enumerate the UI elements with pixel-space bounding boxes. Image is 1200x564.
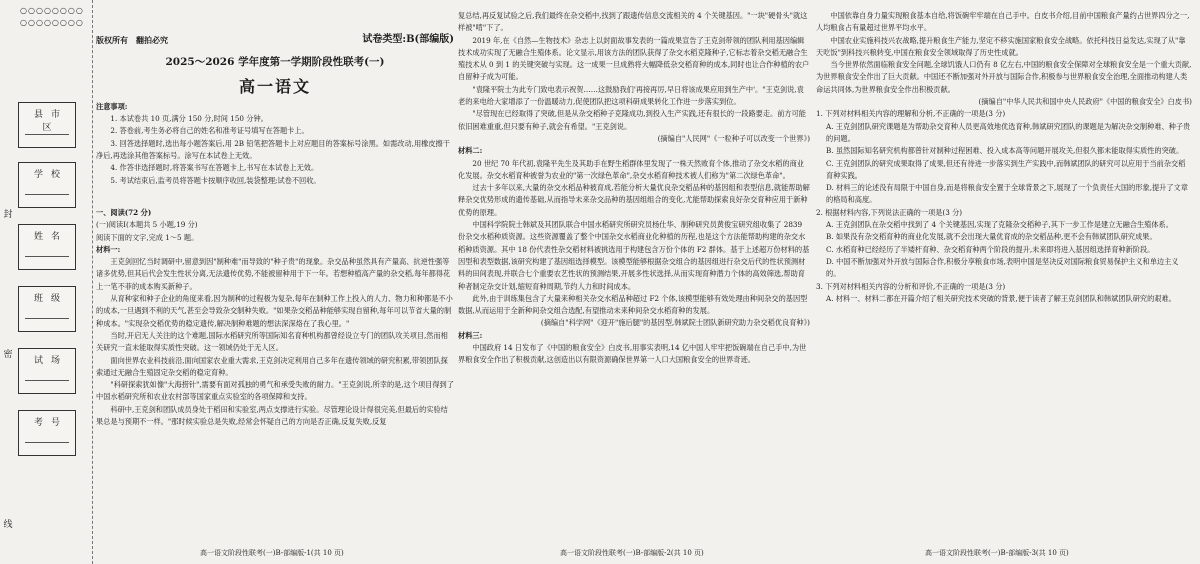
section-heading: 一、阅读(72 分) xyxy=(96,207,152,217)
field-box-name: 姓名 xyxy=(18,224,76,270)
material-label: 材料二: xyxy=(458,146,483,156)
option: B. 虽然国际知名研究机构都曾针对制种过程困难、投入成本高等问题开展攻关,但很久都未能取得实质性的突破。 xyxy=(826,146,1184,156)
seal-char: 线 xyxy=(3,520,13,530)
notice-item: 2. 答卷前,考生务必将自己的姓名和准考证号填写在答题卡上。 xyxy=(110,126,309,136)
question-1: 1. 下列对材料相关内容的理解和分析,不正确的一项是(3 分) xyxy=(816,109,1006,119)
seal-char: 密 xyxy=(3,350,13,360)
paragraph: 中国政府 14 日发布了《中国的粮食安全》白皮书,用事实表明,14 亿中国人牢牢把饭碗端在自己手中,为世界粮食安全作出了积极贡献,这创造出以有限资源确保世界第一人口大国粮食安全的世界奇迹。 xyxy=(458,343,807,365)
paragraph: 科研中,王克剑和团队成员身处于稻田和实验室,两点支撑进行实验。尽管理论设计得很完美,但最后的实验结果总是与预期不一样。"那时候实验总是失败,经常会怀疑自己的方向是否正确,反复失败,反复 xyxy=(96,404,448,427)
paragraph: 此外,由于训练集包含了大量来种相关杂交水稻品种超过 F2 个体,该模型能够有效处理由种间杂交的基因型数据,从而运用于全新种间杂交组合选配,有望推动未来种间杂交水稻育种的发展。 xyxy=(458,293,808,316)
subject-title: 高一语文 xyxy=(238,76,311,96)
option: A. 材料一、材料二都在开篇介绍了相关研究技术突破的背景,便于读者了解王克剑团队和韩斌团队研究的艰难。 xyxy=(826,293,1176,303)
page-column-1 xyxy=(96,10,454,550)
page-footer: 高一语文阶段性联考(一)B-部编版-1(共 10 页) xyxy=(200,549,344,557)
paragraph: "袁隆平院士为此专门致电表示祝贺……这鼓励我们'再接再厉,早日将该成果应用到生产中'。"王克剑说,袁老的来电给大家增添了一份温暖动力,促使团队把这项科研成果转化工作进一步落实到位。 xyxy=(458,84,804,107)
option: B. 如果没有杂交稻育种的商业化发展,就不会出现大量优育成的杂交稻品种,更不会有韩斌团队研究成果。 xyxy=(826,232,1157,242)
field-box-class: 班级 xyxy=(18,286,76,332)
material-label: 材料一: xyxy=(96,244,121,254)
paragraph: 从育种家和种子企业的角度来看,因为制种的过程极为复杂,每年在制种工作上投入的人力、物力和种都是不小的成本,一旦遇到不利的天气,甚至会导致杂交制种失败。"如果杂交稻品种能够实现自留种,每年可以节省大量的制种成本。"实现杂交稻优势的稳定遗传,解决制种难题的想法深深烙在了我心里。" xyxy=(96,294,453,328)
source-note: (摘编自"科学网"《迎开"施后腿"的基因型,韩斌院士团队新研究助力杂交稻优良育种》) xyxy=(540,318,810,328)
header-row xyxy=(96,34,454,46)
circle-row: ○○○○○○○○ xyxy=(20,6,84,15)
paragraph: 面向世界农业科技前沿,面向国家农业重大需求,王克剑决定利用自己多年在遗传领域的研究积累,带领团队探索通过无融合生殖固定杂交稻的稳定育种。 xyxy=(96,355,448,377)
option: A. 王克剑团队在杂交稻中找到了 4 个关键基因,实现了克隆杂交稻种子,其下一步工作是建立无融合生殖体系。 xyxy=(826,220,1173,230)
source-note: (摘编自"人民网"《一粒种子可以改变一个世界》) xyxy=(657,133,810,143)
page-column-3 xyxy=(816,10,1192,550)
material-label: 材料三: xyxy=(458,330,483,340)
field-box-room: 试场 xyxy=(18,348,76,394)
field-box-county: 县市区 xyxy=(18,102,76,148)
binding-strip xyxy=(0,0,93,564)
paragraph: "科研探索犹如像"大海捞针",需要有面对孤独的勇气和承受失败的耐力。"王克剑说,所幸的是,这个项目得到了中国水稻研究所和农业农村部等国家重点实验室的各项保障和支持。 xyxy=(96,380,454,402)
circle-row: ○○○○○○○○ xyxy=(20,18,84,27)
option: D. 中国不断加强对外开放与国际合作,积极分享粮食市场,表明中国是坚决反对国际粮食贸易保护主义和单边主义的。 xyxy=(826,256,1179,279)
paper-type: 试卷类型:B(部编版) xyxy=(362,34,454,45)
paragraph: 当今世界依然面临粮食安全问题,全球饥饿人口仍有 8 亿左右,中国的粮食安全保障对全球粮食安全是一个重大贡献,为世界粮食安全作出了巨大贡献。中国还不断加强对外开放与国际合作,积极参与世界粮食安全治理,全面推动构建人类命运共同体,为世界粮食安全作出积极贡献。 xyxy=(816,60,1192,94)
notice-item: 5. 考试结束后,监考员将答题卡按顺序收回,装袋整理;试卷不回收。 xyxy=(110,175,321,185)
field-box-exam-number: 考号 xyxy=(18,410,76,456)
paragraph: 中国科学院院士韩斌及其团队联合中国水稻研究所研究员杨仕华、制种研究员黄俊宝研究组收集了 2839 份杂交水稻种质资源。这些资源覆盖了整个中国杂交水稻商业化种植的历程,也是这个方法能帮助构建的杂交水稻种质资源。其中 18 份代表性杂交稻材料被挑选用于构建包含万份个体的 F2 群体。基于上述超万份材料的基因型和表型数据,该研究构建了基因组选择模型。该模型能够根据杂交组合的基因组进行杂交后代的性状预测材料的田间表现,并联合七个重要农艺性状的预测结果,开展多性状选择,从而实现育种潜力个体的高效筛选,帮助育种者制定杂交计划,缩短育种周期,节约人力和时间成本。 xyxy=(458,220,810,291)
page-footer: 高一语文阶段性联考(一)B-部编版-3(共 10 页) xyxy=(925,549,1069,557)
option: A. 王克剑团队研究课题是为帮助杂交育种人员更高效地优选育种,韩斌研究团队的课题是为解决杂交制种难、种子贵的问题。 xyxy=(826,121,1191,143)
notice-item: 3. 回答选择题时,选出每小题答案后,用 2B 铅笔把答题卡上对应题目的答案标号涂黑。如需改动,用橡皮擦干净后,再选涂其他答案标号。涂写在本试卷上无效。 xyxy=(96,138,450,161)
paragraph: 2019 年,在《自然—生物技术》杂志上以封面故事发表的一篇成果宣告了王克剑带领的团队利用基因编辑技术成功实现了无融合生殖体系。论文显示,用该方法的团队获得了杂交水稻克隆种子,它标志着杂交稻无融合生殖技术从 0 到 1 的关键突破与实现。这一成果一旦成熟将大幅降低杂交稻育种的成本,同时也让合作种植的农户自留种子成为可能。 xyxy=(458,35,810,82)
instruction: 阅读下面的文字,完成 1～5 题。 xyxy=(96,232,199,242)
notice-item: 1. 本试卷共 10 页,满分 150 分,时间 150 分钟。 xyxy=(110,114,268,124)
subsection-heading: (一)阅读Ⅰ(本题共 5 小题,19 分) xyxy=(96,220,198,230)
option: D. 材料三的论述没有局限于中国自身,而是将粮食安全置于全球背景之下,展现了一个负责任大国的形象,提升了文章的格局和高度。 xyxy=(826,183,1188,205)
page-column-2 xyxy=(458,10,810,550)
notice-title: 注意事项: xyxy=(96,101,128,111)
paragraph: 王克剑回忆当时调研中,留意到因"制种难"而导致的"种子贵"的现象。杂交品种虽然具有产量高、抗逆性强等诸多优势,但其后代会发生性状分离,无法遗传优势,不能被留种用于下一年。若想种植高产量的杂交稻,每年都得花上一笔不菲的成本购买新种子。 xyxy=(96,257,451,291)
seal-char: 封 xyxy=(3,210,13,220)
field-box-school: 学校 xyxy=(18,162,76,208)
question-3: 3. 下列对材料相关内容的分析和评价,不正确的一项是(3 分) xyxy=(816,281,1006,291)
paragraph: 20 世纪 70 年代初,袁隆平先生及其助手在野生稻群体里发现了一株天然败育个体,推动了杂交水稻的商业化发展。杂交水稻育种被誉为农业的"第一次绿色革命",杂交水稻育种技术被人们称为"第二次绿色革命"。 xyxy=(458,158,804,180)
paragraph: 中国依靠自身力量实现粮食基本自给,将饭碗牢牢端在自己手中。白皮书介绍,目前中国粮食产量约占世界四分之一,人均粮食占有量超过世界平均水平。 xyxy=(816,11,1190,33)
paragraph: "尽管现在已经取得了突破,但是从杂交稻种子克隆成功,到投入生产实践,还有很长的一段路要走。前方可能依旧困难重重,但只要有种子,就会有希望。"王克剑说。 xyxy=(458,109,806,131)
option: C. 王克剑团队的研究成果取得了成果,但还有待进一步落实到生产实践中,而韩斌团队的研究可以应用于当前杂交稻育种实践。 xyxy=(826,158,1186,180)
exam-title: 2025～2026 学年度第一学期阶段性联考(一) xyxy=(165,56,385,69)
paragraph: 当时,开启无人关注的这个难题,国际水稻研究所等国际知名育种机构都曾经设立专门的团队攻关项目,然而相关研究一直未能取得实质性突破。这一领域仍处于无人区。 xyxy=(96,330,448,353)
notice-item: 4. 作答非选择题时,将答案书写在答题卡上,书写在本试卷上无效。 xyxy=(110,163,319,173)
copyright-note: 版权所有 翻拍必究 xyxy=(96,35,168,45)
question-2: 2. 根据材料内容,下列说法正确的一项是(3 分) xyxy=(816,207,963,217)
paragraph: 中国农业实施科技兴农战略,提升粮食生产能力,坚定不移实施国家粮食安全战略。依托科技日益发达,实现了从"靠天吃饭"到科技兴粮转变,中国在粮食安全领域取得了历史性成就。 xyxy=(816,35,1186,57)
paragraph: 复总结,再反复试验之后,我们最终在杂交稻中,找到了跟遗传信息交流相关的 4 个关键基因。"一块"硬骨头"就这样被"啃"下了。 xyxy=(458,11,808,33)
source-note: (摘编自"中华人民共和国中央人民政府"《中国的粮食安全》白皮书) xyxy=(978,97,1192,107)
option: C. 水稻育种已经经历了半矮杆育种、杂交稻育种两个阶段的提升,未来即将进入基因组选择育种新阶段。 xyxy=(826,244,1155,254)
page-footer: 高一语文阶段性联考(一)B-部编版-2(共 10 页) xyxy=(560,549,704,557)
paragraph: 过去十多年以来,大量的杂交水稻品种被育成,若能分析大量优良杂交稻品种的基因组和表型信息,就能帮助解释杂交优势形成的遗传基础,从而指导未来杂交品种的基因组组合的变化,尤能帮助探索良好杂交育种应用于新种优势的原理。 xyxy=(458,183,810,217)
